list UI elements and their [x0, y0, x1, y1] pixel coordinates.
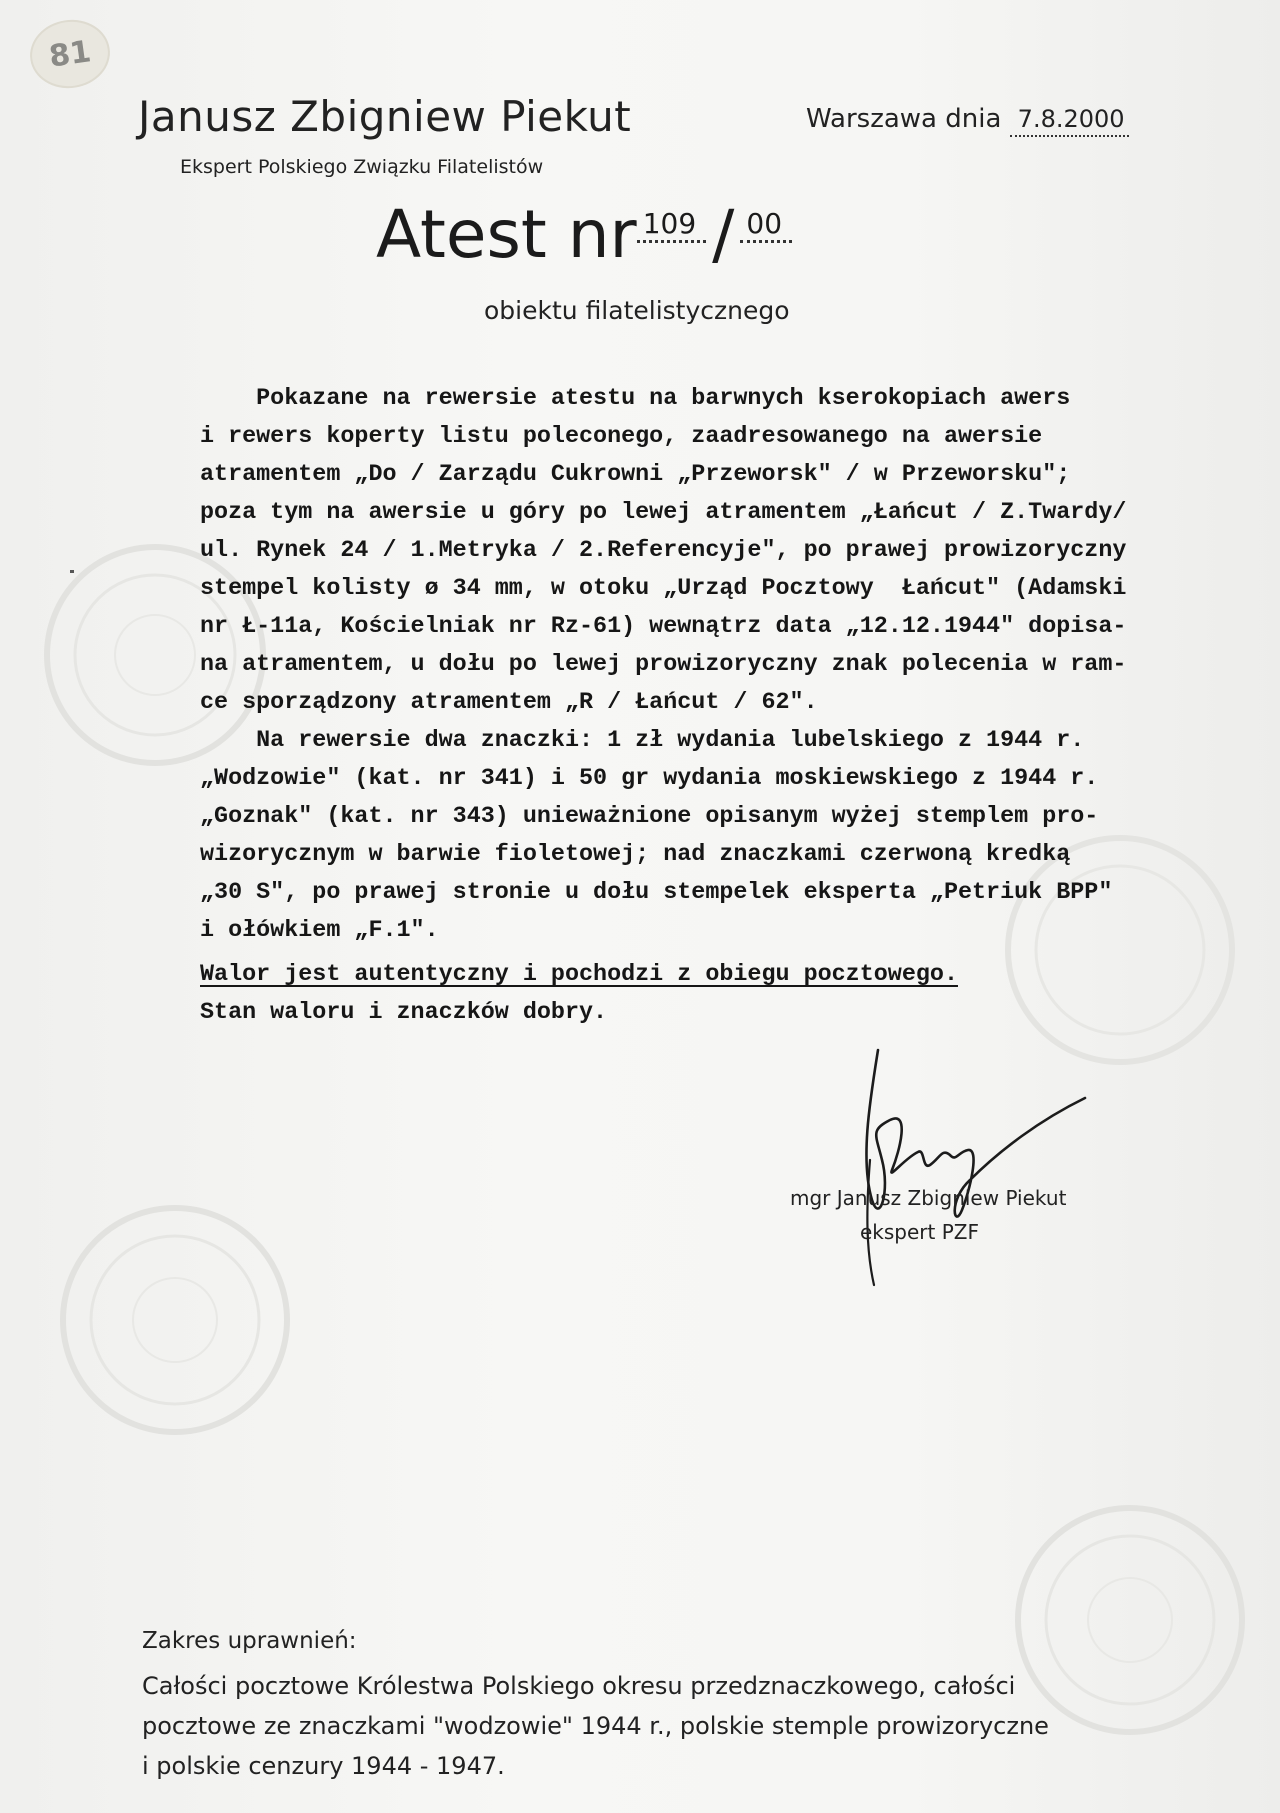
embossed-seal-icon	[55, 1200, 295, 1440]
body-line: i ołówkiem „F.1".	[200, 918, 439, 944]
body-line: nr Ł-11a, Kościelniak nr Rz-61) wewnątrz data „12.12.1944" dopisa-	[200, 614, 1127, 640]
handwritten-signature-icon	[830, 1040, 1100, 1290]
scope-line: Całości pocztowe Królestwa Polskiego okresu przedznaczkowego, całości	[142, 1672, 1016, 1700]
scope-line: i polskie cenzury 1944 - 1947.	[142, 1752, 505, 1780]
body-line: i rewers koperty listu poleconego, zaadresowanego na awersie	[200, 424, 1043, 450]
certificate-body	[200, 380, 1240, 1032]
archive-number-sticker: 81	[26, 15, 115, 93]
signatory-role: ekspert PZF	[860, 1220, 979, 1244]
body-line: ul. Rynek 24 / 1.Metryka / 2.Referencyje", po prawej prowizoryczny	[200, 538, 1127, 564]
expert-name-heading: Janusz Zbigniew Piekut	[138, 92, 632, 141]
condition-statement: Stan waloru i znaczków dobry.	[200, 1000, 608, 1026]
date-prefix: Warszawa dnia	[806, 104, 1002, 134]
scope-line: pocztowe ze znaczkami "wodzowie" 1944 r., polskie stemple prowizoryczne	[142, 1712, 1049, 1740]
date-line	[806, 104, 1129, 134]
body-line: ce sporządzony atramentem „R / Łańcut / 62".	[200, 690, 818, 716]
certificate-subtitle: obiektu filatelistycznego	[484, 296, 790, 325]
certificate-number: 109	[637, 207, 706, 243]
body-line: „Wodzowie" (kat. nr 341) i 50 gr wydania moskiewskiego z 1944 r.	[200, 766, 1099, 792]
scope-label: Zakres uprawnień:	[142, 1628, 357, 1654]
scope-text	[142, 1666, 1142, 1786]
body-line: Na rewersie dwa znaczki: 1 zł wydania lubelskiego z 1944 r.	[200, 728, 1085, 754]
expert-affiliation: Ekspert Polskiego Związku Filatelistów	[180, 156, 544, 178]
body-line: Pokazane na rewersie atestu na barwnych kserokopiach awers	[200, 386, 1071, 412]
body-line: „Goznak" (kat. nr 343) unieważnione opisanym wyżej stemplem pro-	[200, 804, 1099, 830]
body-line: poza tym na awersie u góry po lewej atramentem „Łańcut / Z.Twardy/	[200, 500, 1127, 526]
signatory-name: mgr Janusz Zbigniew Piekut	[790, 1186, 1067, 1210]
body-line: atramentem „Do / Zarządu Cukrowni „Przeworsk" / w Przeworsku";	[200, 462, 1071, 488]
authenticity-statement: Walor jest autentyczny i pochodzi z obiegu pocztowego.	[200, 962, 958, 988]
certificate-title-prefix: Atest nr	[376, 196, 637, 273]
page-mark	[70, 570, 74, 573]
certificate-title: Atest nr $^{109}$ / $^{00}$	[376, 196, 792, 273]
body-line: „30 S", po prawej stronie u dołu stempelek eksperta „Petriuk BPP"	[200, 880, 1113, 906]
date-value: 7.8.2000	[1010, 105, 1129, 137]
certificate-year: 00	[740, 207, 792, 243]
body-line: wizorycznym w barwie fioletowej; nad znaczkami czerwoną kredką	[200, 842, 1071, 868]
body-line: stempel kolisty ø 34 mm, w otoku „Urząd Pocztowy Łańcut" (Adamski	[200, 576, 1127, 602]
body-line: na atramentem, u dołu po lewej prowizoryczny znak polecenia w ram-	[200, 652, 1127, 678]
